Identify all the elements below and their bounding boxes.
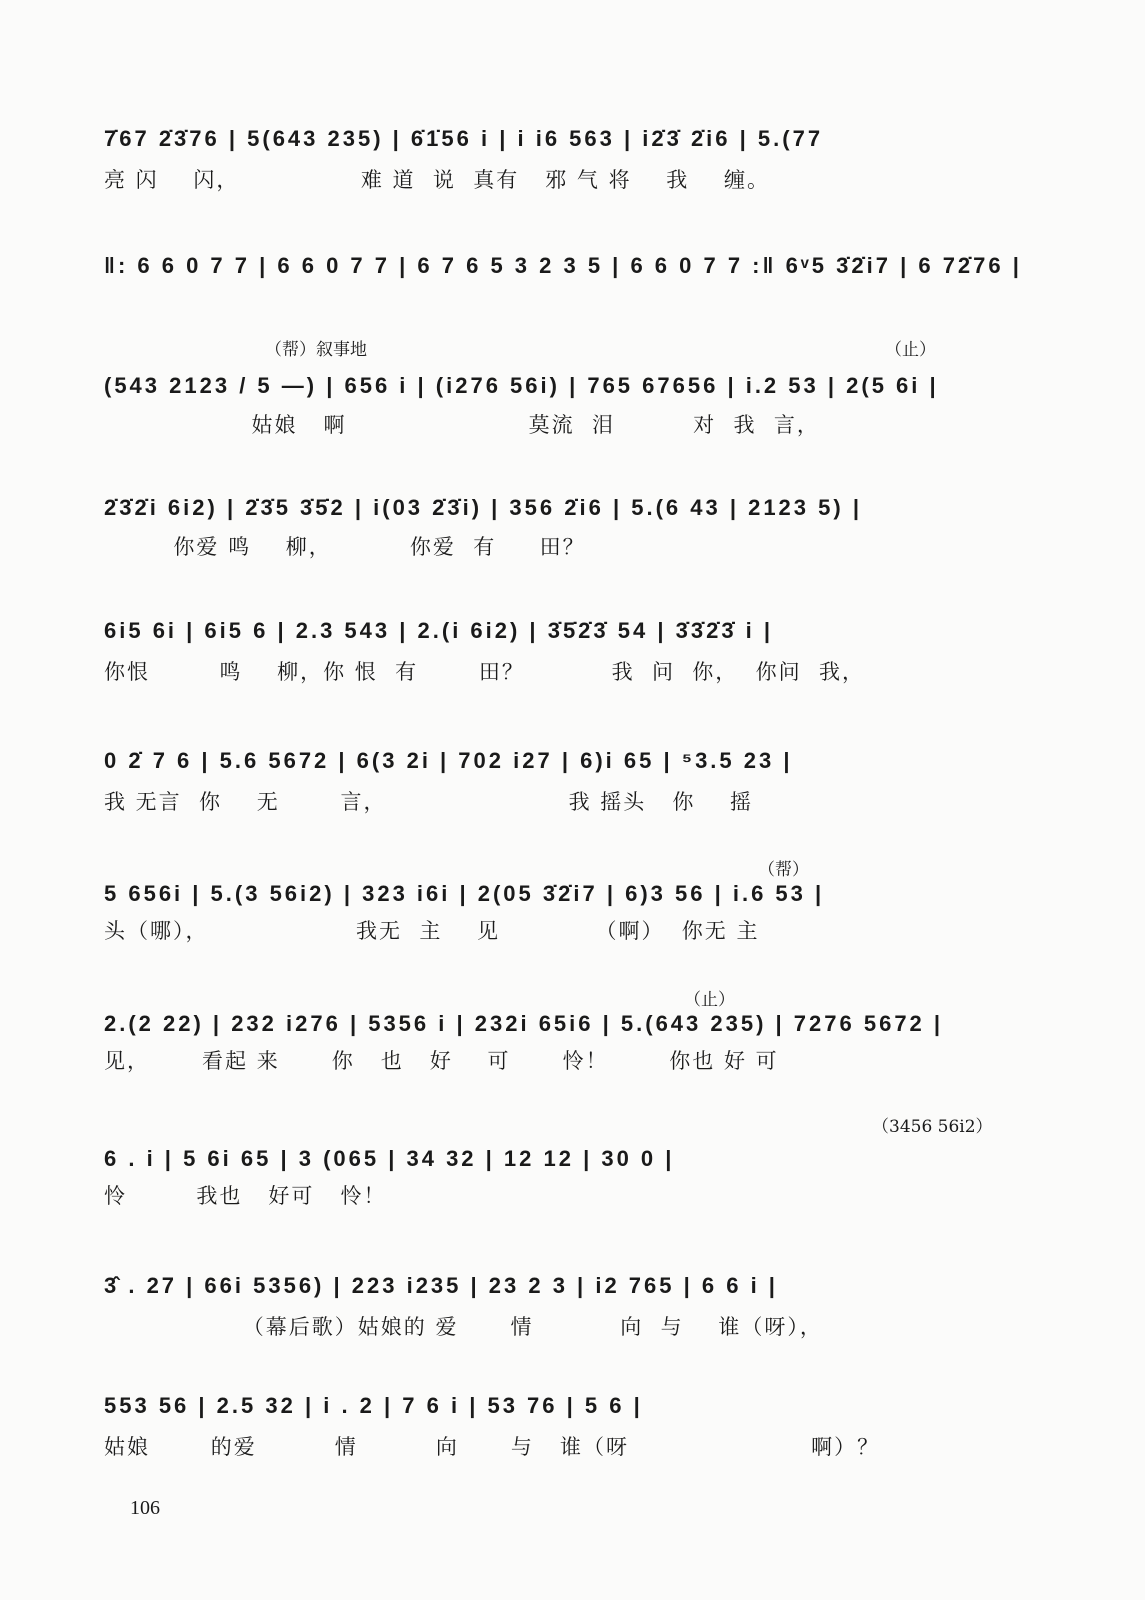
- lyrics-line: 姑娘 啊 莫流 泪 对 我 言，: [104, 413, 820, 437]
- notation-line: 2̇3̇2̇i 6i2) | 2̇3̇5 3̇5̇2 | i(03 2̇3̇i) | 356 2̇i6 | 5.(6 43 | 2123 5) |: [104, 495, 862, 520]
- lyrics-line: 你恨 鸣 柳，你 恨 有 田？ 我 问 你， 你问 我，: [104, 660, 866, 684]
- lyrics-line: 姑娘 的爱 情 向 与 谁（呀 啊）？: [104, 1435, 881, 1459]
- performance-mark: （3456 56i2）: [872, 1117, 993, 1137]
- notation-line: 7̇67 2̇3̇76 | 5(643 235) | 6̇1̇56 i | i i6 563 | i2̇3̇ 2̇i6 | 5.(77: [104, 126, 824, 151]
- notation-line: 3̂ . 27 | 66i 5356) | 223 i235 | 23 2 3 | i2 765 | 6 6 i |: [104, 1273, 778, 1298]
- performance-mark: （止）: [684, 990, 735, 1010]
- notation-line: 5 656i | 5.(3 56i2) | 323 i6i | 2(05 3̇2̇i7 | 6)3 56 | i.6 53 |: [104, 881, 825, 906]
- lyrics-line: 我 无言 你 无 言， 我 摇头 你 摇: [104, 790, 754, 814]
- performance-mark: （止）: [885, 340, 936, 360]
- lyrics-line: （幕后歌）姑娘的 爱 情 向 与 谁（呀），: [104, 1315, 823, 1339]
- page-number: 106: [130, 1497, 160, 1519]
- notation-line: 6 . i | 5 6i 65 | 3 (065 | 34 32 | 12 12 | 30 0 |: [104, 1146, 675, 1171]
- notation-line: 0 2̇ 7 6 | 5.6 5672 | 6(3 2i | 702 i27 | 6)i 65 | ⁵3.5 23 |: [104, 748, 793, 773]
- notation-line: 2.(2 22) | 232 i276 | 5356 i | 232i 65i6 | 5.(643 235) | 7276 5672 |: [104, 1011, 944, 1036]
- notation-line: 553 56 | 2.5 32 | i . 2 | 7 6 i | 53 76 | 5 6 |: [104, 1393, 643, 1418]
- notation-line: 6i5 6i | 6i5 6 | 2.3 543 | 2.(i 6i2) | 3̇5̇2̇3̇ 54 | 3̇3̇2̇3̇ i |: [104, 618, 774, 643]
- lyrics-line: 见， 看起 来 你 也 好 可 怜！ 你也 好 可: [104, 1049, 779, 1073]
- lyrics-line: 怜 我也 好可 怜！: [104, 1184, 387, 1208]
- lyrics-line: 亮 闪 闪， 难 道 说 真有 邪 气 将 我 缠。: [104, 168, 770, 192]
- notation-line: (543 2123 / 5 —) | 656 i | (i276 56i) | 765 67656 | i.2 53 | 2(5 6i |: [104, 373, 939, 398]
- lyrics-line: 你爱 鸣 柳， 你爱 有 田？: [104, 535, 586, 559]
- performance-mark: （帮）叙事地: [265, 340, 367, 360]
- lyrics-line: 头（哪）， 我无 主 见 （啊） 你无 主: [104, 919, 760, 943]
- performance-mark: （帮）: [758, 860, 809, 880]
- notation-line: ‖: 6 6 0 7 7 | 6 6 0 7 7 | 6 7 6 5 3 2 3 5 | 6 6 0 7 7 :‖ 6ᵛ5 3̇2̇i7 | 6 72̇76 |: [104, 253, 1022, 278]
